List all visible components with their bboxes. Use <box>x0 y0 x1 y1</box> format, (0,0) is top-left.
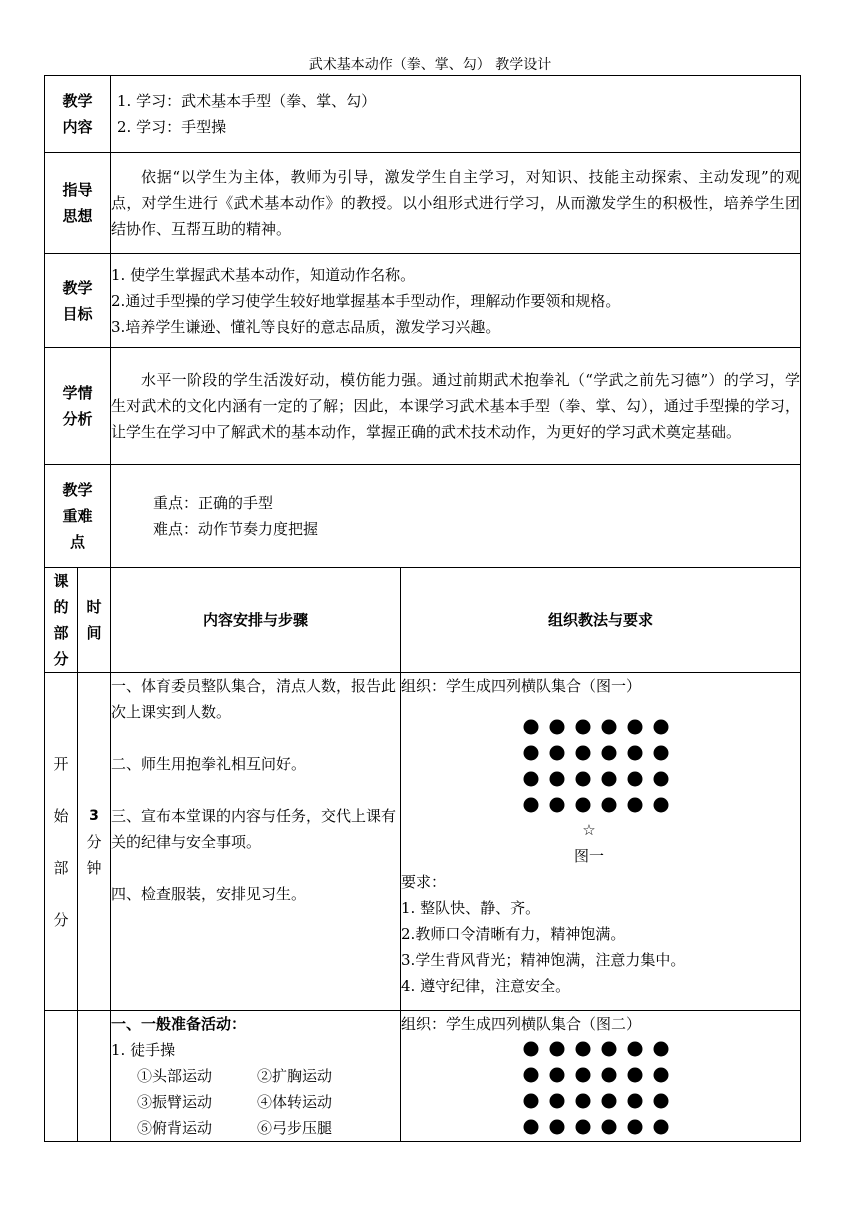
student-dot <box>523 1094 538 1109</box>
requirement-item: 3.学生背风背光；精神饱满，注意力集中。 <box>401 951 686 969</box>
label-teaching-goals: 教学 目标 <box>45 254 111 348</box>
student-dot <box>653 1068 668 1083</box>
student-dot <box>575 1094 590 1109</box>
step-item: 二、师生用抱拳礼相互问好。 <box>111 755 307 773</box>
row-student-analysis <box>45 348 801 465</box>
row-key-points <box>45 465 801 568</box>
student-dot <box>627 1094 642 1109</box>
student-dot <box>523 1120 538 1135</box>
formation-diagram-2 <box>521 1037 681 1137</box>
label-guiding-idea: 指导 思想 <box>45 153 111 254</box>
student-dot <box>601 772 616 787</box>
prep-time <box>78 1011 111 1142</box>
student-dot <box>523 1042 538 1057</box>
opening-organization <box>401 673 801 1011</box>
student-dot <box>549 746 564 761</box>
student-dot <box>549 772 564 787</box>
prep-subtitle: 1. 徒手操 <box>111 1041 176 1059</box>
preparation-part-row <box>45 1011 801 1142</box>
formation-diagram-1 <box>521 715 681 817</box>
prep-organization <box>401 1011 801 1142</box>
student-dot <box>549 1120 564 1135</box>
opening-time: 3 分 钟 <box>78 673 111 1011</box>
student-dot <box>627 1042 642 1057</box>
opening-part-row <box>45 673 801 1011</box>
student-dot <box>653 798 668 813</box>
student-dot <box>601 720 616 735</box>
student-dot <box>523 746 538 761</box>
teaching-content-text: 1. 学习：武术基本手型（拳、掌、勾） 2. 学习：手型操 <box>111 76 801 153</box>
student-dot <box>575 746 590 761</box>
student-dot <box>523 798 538 813</box>
student-dot <box>523 1068 538 1083</box>
requirements-title: 要求： <box>401 873 447 891</box>
step-item: 三、宣布本堂课的内容与任务，交代上课有关的纪律与安全事项。 <box>111 807 397 851</box>
student-dot <box>601 1120 616 1135</box>
exercise-item: ⑤俯背运动 <box>137 1119 213 1137</box>
exercise-item: ④体转运动 <box>257 1093 333 1111</box>
exercise-item: ①头部运动 <box>137 1067 213 1085</box>
student-dot <box>627 746 642 761</box>
step-item: 四、检查服装，安排见习生。 <box>111 885 307 903</box>
student-dot <box>653 1094 668 1109</box>
student-dot <box>523 772 538 787</box>
student-dot <box>549 720 564 735</box>
requirement-item: 1. 整队快、静、齐。 <box>401 899 541 917</box>
student-dot <box>601 798 616 813</box>
header-time: 时 间 <box>78 568 111 673</box>
student-dot <box>627 1068 642 1083</box>
requirement-item: 2.教师口令清晰有力，精神饱满。 <box>401 925 626 943</box>
requirement-item: 4. 遵守纪律，注意安全。 <box>401 977 571 995</box>
opening-steps <box>111 673 401 1011</box>
student-dot <box>575 772 590 787</box>
student-dot <box>549 1094 564 1109</box>
exercise-item: ⑥弓步压腿 <box>257 1119 333 1137</box>
student-dot <box>601 1068 616 1083</box>
label-student-analysis: 学情 分析 <box>45 348 111 465</box>
formation-caption: 组织：学生成四列横队集合（图二） <box>401 1015 642 1033</box>
lesson-plan-table <box>44 75 801 1142</box>
student-dot <box>627 798 642 813</box>
row-teaching-content <box>45 76 801 153</box>
student-dot <box>575 1068 590 1083</box>
row-guiding-idea <box>45 153 801 254</box>
student-dot <box>627 772 642 787</box>
step-item: 一、体育委员整队集合，清点人数，报告此次上课实到人数。 <box>111 677 397 721</box>
student-dot <box>653 720 668 735</box>
row-teaching-goals <box>45 254 801 348</box>
student-dot <box>575 1120 590 1135</box>
label-teaching-content: 教学 内容 <box>45 76 111 153</box>
student-dot <box>549 1068 564 1083</box>
student-dot <box>549 798 564 813</box>
teaching-goals-text: 1. 使学生掌握武术基本动作，知道动作名称。 2.通过手型操的学习使学生较好地掌握基本手型动作，理解动作要领和规格。 3.培养学生谦逊、懂礼等良好的意志品质，激发学习兴趣。 <box>111 254 801 348</box>
guiding-idea-text: 依据“以学生为主体，教师为引导，激发学生自主学习，对知识、技能主动探索、主动发现”的观点，对学生进行《武术基本动作》的教授。以小组形式进行学习，从而激发学生的积极性，培养学生团结协作、互帮互助的精神。 <box>111 153 801 254</box>
schedule-header-row <box>45 568 801 673</box>
teacher-star-icon: ☆ <box>582 821 596 839</box>
student-dot <box>601 746 616 761</box>
header-organization: 组织教法与要求 <box>401 568 801 673</box>
figure-label: 图一 <box>574 847 605 865</box>
student-dot <box>653 772 668 787</box>
student-dot <box>575 798 590 813</box>
student-dot <box>653 1120 668 1135</box>
student-dot <box>575 720 590 735</box>
student-dot <box>601 1042 616 1057</box>
prep-title: 一、一般准备活动： <box>111 1015 247 1033</box>
document-title: 武术基本动作（拳、掌、勾） 教学设计 <box>308 57 552 73</box>
student-dot <box>601 1094 616 1109</box>
student-dot <box>575 1042 590 1057</box>
header-lesson-part: 课 的 部 分 <box>45 568 78 673</box>
opening-part-label: 开 始 部 分 <box>45 673 78 1011</box>
header-content-steps: 内容安排与步骤 <box>111 568 401 673</box>
student-dot <box>523 720 538 735</box>
student-dot <box>653 746 668 761</box>
exercise-item: ③振臂运动 <box>137 1093 213 1111</box>
prep-part-label <box>45 1011 78 1142</box>
formation-caption: 组织：学生成四列横队集合（图一） <box>401 677 642 695</box>
key-points-text: 重点：正确的手型 难点：动作节奏力度把握 <box>111 465 801 568</box>
prep-steps <box>111 1011 401 1142</box>
student-dot <box>627 720 642 735</box>
student-dot <box>653 1042 668 1057</box>
exercise-item: ②扩胸运动 <box>257 1067 333 1085</box>
student-dot <box>627 1120 642 1135</box>
student-dot <box>549 1042 564 1057</box>
student-analysis-text: 水平一阶段的学生活泼好动，模仿能力强。通过前期武术抱拳礼（“学武之前先习德”）的学习，学生对武术的文化内涵有一定的了解；因此，本课学习武术基本手型（拳、掌、勾），通过手型操的学习，让学生在学习中了解武术的基本动作，掌握正确的武术技术动作，为更好的学习武术奠定基础。 <box>111 348 801 465</box>
label-key-points: 教学 重难 点 <box>45 465 111 568</box>
